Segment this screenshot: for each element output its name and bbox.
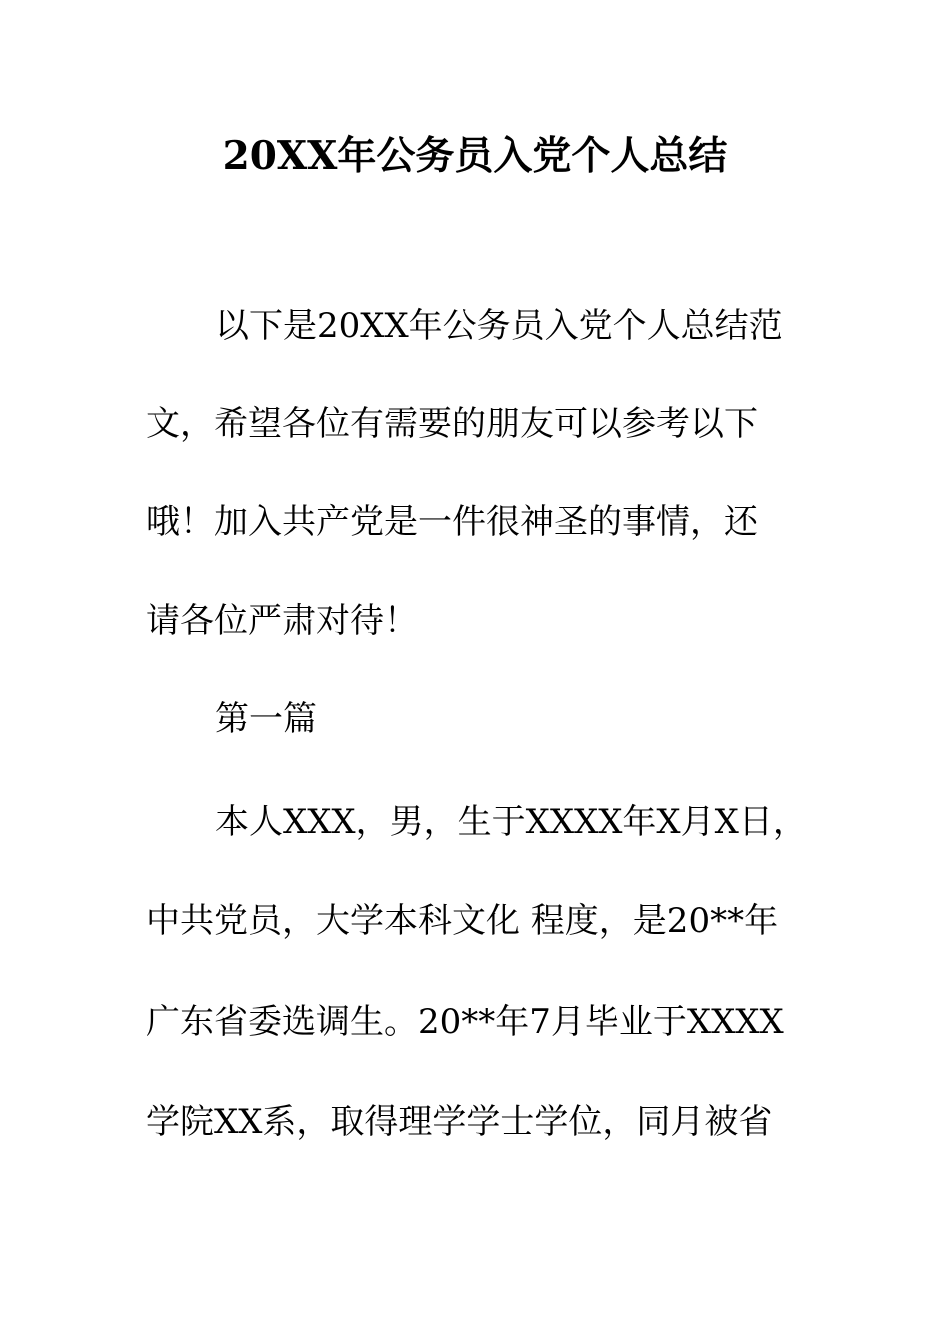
section-heading: 第一篇 xyxy=(215,699,317,739)
paragraph-line-2: 文，希望各位有需要的朋友可以参考以下 xyxy=(146,404,758,444)
paragraph-line-6: 中共党员，大学本科文化 程度，是20**年 xyxy=(146,901,779,941)
paragraph-line-4: 请各位严肃对待！ xyxy=(146,601,418,641)
paragraph-line-3: 哦！加入共产党是一件很神圣的事情，还 xyxy=(146,502,758,542)
paragraph-line-5: 本人XXX，男，生于XXXX年X月X日， xyxy=(215,802,807,842)
paragraph-line-1: 以下是20XX年公务员入党个人总结范 xyxy=(215,306,783,346)
paragraph-line-7: 广东省委选调生。20**年7月毕业于XXXX xyxy=(146,1002,784,1042)
document-title: 20XX年公务员入党个人总结 xyxy=(222,133,728,179)
paragraph-line-8: 学院XX系，取得理学学士学位，同月被省 xyxy=(146,1102,773,1142)
